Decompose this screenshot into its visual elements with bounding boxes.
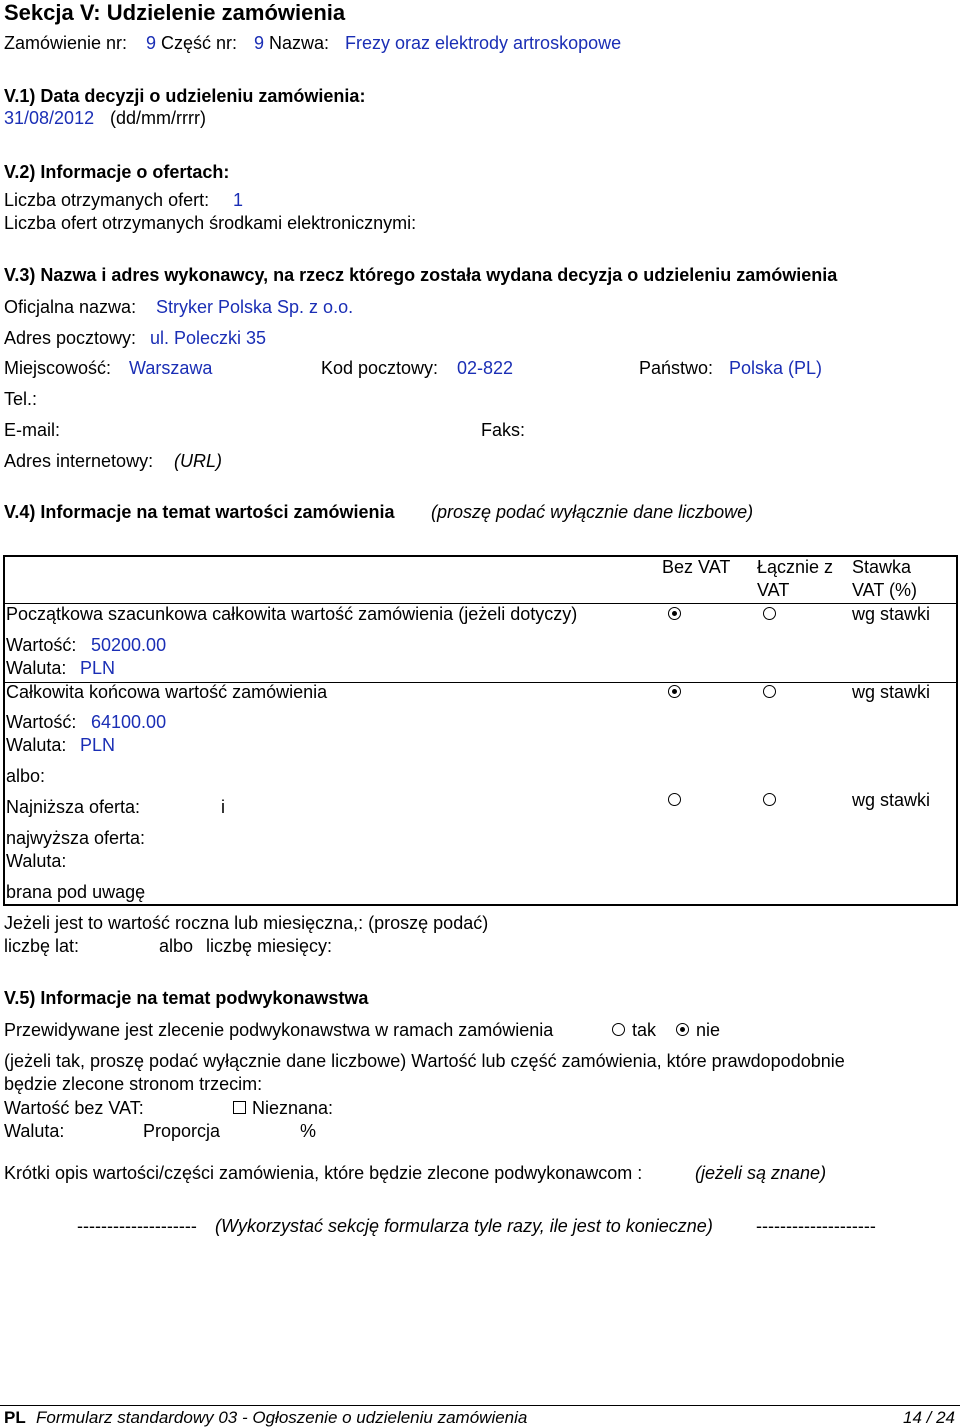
- electronic-offers-label: Liczba ofert otrzymanych środkami elektronicznymi:: [4, 213, 417, 233]
- country-label: Państwo:: [639, 358, 714, 378]
- final-rate: wg stawki: [852, 682, 931, 702]
- and-label: i: [221, 797, 225, 817]
- range-currency-label: Waluta:: [6, 851, 67, 871]
- part-no-label: Część nr:: [161, 33, 238, 53]
- proportion-label: Proporcja: [143, 1121, 221, 1141]
- offers-label: Liczba otrzymanych ofert:: [4, 190, 210, 210]
- date-format: (dd/mm/rrrr): [110, 108, 206, 128]
- subcontract-currency-label: Waluta:: [4, 1121, 65, 1141]
- range-net-radio[interactable]: [668, 793, 681, 806]
- v4-heading-hint: (proszę podać wyłącznie dane liczbowe): [431, 502, 754, 522]
- v3-heading: V.3) Nazwa i adres wykonawcy, na rzecz którego została wydana decyzja o udzieleniu zamówienia: [4, 265, 838, 285]
- postcode: 02-822: [457, 358, 514, 378]
- subcontract-desc-hint: (jeżeli są znane): [695, 1163, 827, 1183]
- col-net-header: Bez VAT: [662, 557, 731, 577]
- subcontract-no-label: nie: [696, 1020, 721, 1040]
- repeat-dashes-left: --------------------: [77, 1216, 197, 1236]
- considered-label: brana pod uwagę: [6, 882, 146, 902]
- subcontract-if-yes-2: będzie zlecone stronom trzecim:: [4, 1074, 263, 1094]
- web-label: Adres internetowy:: [4, 451, 154, 471]
- highest-offer-label: najwyższa oferta:: [6, 828, 146, 848]
- years-label: liczbę lat:: [4, 936, 80, 956]
- order-name-label: Nazwa:: [269, 33, 330, 53]
- subcontract-no-radio[interactable]: [676, 1023, 689, 1036]
- v2-heading: V.2) Informacje o ofertach:: [4, 162, 230, 182]
- subcontract-yes-radio[interactable]: [612, 1023, 625, 1036]
- final-net-radio[interactable]: [668, 685, 681, 698]
- initial-amount: 50200.00: [91, 635, 167, 655]
- part-no: 9: [254, 33, 265, 53]
- final-currency: PLN: [80, 735, 116, 755]
- offers-count: 1: [233, 190, 244, 210]
- subcontract-question: Przewidywane jest zlecenie podwykonawstwa w ramach zamówienia: [4, 1020, 554, 1040]
- decision-date: 31/08/2012: [4, 108, 95, 128]
- col-rate-header-1: Stawka: [852, 557, 912, 577]
- lowest-offer-label: Najniższa oferta:: [6, 797, 141, 817]
- subcontract-desc-label: Krótki opis wartości/części zamówienia, które będzie zlecone podwykonawcom :: [4, 1163, 643, 1183]
- final-currency-label: Waluta:: [6, 735, 67, 755]
- final-amount-label: Wartość:: [6, 712, 77, 732]
- range-gross-radio[interactable]: [763, 793, 776, 806]
- subcontract-yes-label: tak: [632, 1020, 657, 1040]
- address-label: Adres pocztowy:: [4, 328, 137, 348]
- order-no-label: Zamówienie nr:: [4, 33, 128, 53]
- web-hint: (URL): [174, 451, 222, 471]
- official-name: Stryker Polska Sp. z o.o.: [156, 297, 354, 317]
- country: Polska (PL): [729, 358, 823, 378]
- v1-heading: V.1) Data decyzji o udzieleniu zamówienia:: [4, 86, 366, 106]
- initial-currency-label: Waluta:: [6, 658, 67, 678]
- repeat-note: (Wykorzystać sekcję formularza tyle razy, ile jest to konieczne): [215, 1216, 713, 1236]
- footer-form-name: Formularz standardowy 03 - Ogłoszenie o udzieleniu zamówienia: [36, 1408, 528, 1427]
- initial-rate: wg stawki: [852, 604, 931, 624]
- city: Warszawa: [129, 358, 213, 378]
- unknown-checkbox[interactable]: [233, 1101, 246, 1114]
- city-label: Miejscowość:: [4, 358, 112, 378]
- initial-value-label: Początkowa szacunkowa całkowita wartość zamówienia (jeżeli dotyczy): [6, 604, 578, 624]
- official-name-label: Oficjalna nazwa:: [4, 297, 137, 317]
- footer-lang: PL: [4, 1408, 26, 1427]
- final-gross-radio[interactable]: [763, 685, 776, 698]
- footer-page: 14 / 24: [903, 1408, 955, 1427]
- order-no: 9: [146, 33, 157, 53]
- initial-amount-label: Wartość:: [6, 635, 77, 655]
- footer-rule: [0, 1405, 960, 1406]
- annual-value-label: Jeżeli jest to wartość roczna lub miesięczna,: (proszę podać): [4, 913, 489, 933]
- percent-sign: %: [300, 1121, 317, 1141]
- order-name: Frezy oraz elektrody artroskopowe: [345, 33, 622, 53]
- subcontract-if-yes-1: (jeżeli tak, proszę podać wyłącznie dane liczbowe) Wartość lub część zamówienia, które prawdopodobnie: [4, 1051, 845, 1071]
- v5-heading: V.5) Informacje na temat podwykonawstwa: [4, 988, 369, 1008]
- v4-heading: V.4) Informacje na temat wartości zamówienia: [4, 502, 395, 522]
- col-rate-header-2: VAT (%): [852, 580, 918, 600]
- fax-label: Faks:: [481, 420, 526, 440]
- section-title: Sekcja V: Udzielenie zamówienia: [4, 0, 346, 25]
- unknown-label: Nieznana:: [252, 1098, 334, 1118]
- final-amount: 64100.00: [91, 712, 167, 732]
- repeat-dashes-right: --------------------: [756, 1216, 876, 1236]
- email-label: E-mail:: [4, 420, 61, 440]
- or-label: albo:: [6, 766, 46, 786]
- col-gross-header-2: VAT: [757, 580, 790, 600]
- net-value-label: Wartość bez VAT:: [4, 1098, 144, 1118]
- final-value-label: Całkowita końcowa wartość zamówienia: [6, 682, 328, 702]
- or2-label: albo: [159, 936, 194, 956]
- initial-net-radio[interactable]: [668, 607, 681, 620]
- months-label: liczbę miesięcy:: [206, 936, 333, 956]
- col-gross-header-1: Łącznie z: [757, 557, 834, 577]
- range-rate: wg stawki: [852, 790, 931, 810]
- initial-gross-radio[interactable]: [763, 607, 776, 620]
- postcode-label: Kod pocztowy:: [321, 358, 439, 378]
- initial-currency: PLN: [80, 658, 116, 678]
- tel-label: Tel.:: [4, 389, 38, 409]
- address: ul. Poleczki 35: [150, 328, 267, 348]
